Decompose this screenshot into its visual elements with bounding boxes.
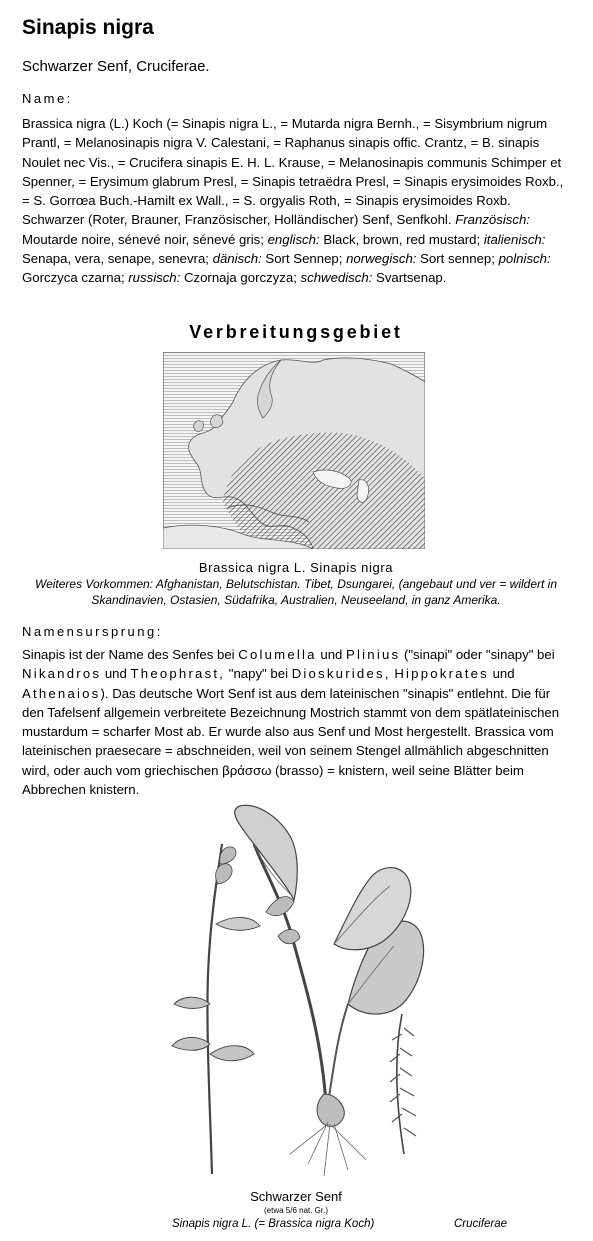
mustard-plant-drawing: [158, 804, 434, 1188]
origin-section-label: Namensursprung:: [22, 624, 163, 639]
origin-paragraph: Sinapis ist der Name des Senfes bei Columella und Plinius ("sinapi" oder "sinapy" bei Nikandros und Theophrast, "napy" bei Dioskurides, Hippokrates und Athenaios). Das deutsche Wort Senf ist aus dem lateinischen "sinapis" entlehnt. Die für den Tafelsenf allgemein verbreitete Bezeichnung Mostrich stammt von dem spätlateinischen mustardum = scharfer Most ab. Er wurde also aus Senf und Most hergestellt. Brassica vom lateinischen praesecare = abschneiden, weil von seinem Stengel allmählich abgeschnitten wird, oder auch vom griechischen βράσσω (brasso) = knistern, weil seine Blätter beim Abbrechen knistern.: [22, 647, 560, 798]
page-title: Sinapis nigra: [22, 16, 154, 39]
europe-map-illustration: [163, 352, 425, 549]
plant-illustration: [158, 804, 434, 1188]
plant-latin-name: Sinapis nigra L. (= Brassica nigra Koch): [172, 1218, 375, 1230]
name-section-label: Name:: [22, 91, 73, 106]
distribution-map: [163, 352, 425, 549]
distribution-caption: Brassica nigra L. Sinapis nigra: [198, 560, 394, 575]
distribution-note: Weiteres Vorkommen: Afghanistan, Belutschistan. Tibet, Dsungarei, (angebaut und ver = wildert in Skandinavien, Ostasien, Südafrika, Australien, Neuseeland, in ganz Amerika.: [34, 577, 558, 607]
name-paragraph: Brassica nigra (L.) Koch (= Sinapis nigra L., = Mutarda nigra Bernh., = Sisymbrium nigrum Prantl, = Melanosinapis nigra V. Calestani, = Raphanus sinapis offic. Crantz, = B. sinapis Noulet nec Vis., = Crucifera sinapis E. H. L. Krause, = Melanosinapis communis Schimper et Spenner, = Erysimum glabrum Presl, = Sinapis tetraëdra Presl, = Sinapis erysimoides Roxb., = S. Gorrœa Buch.-Hamilt ex Wall., = S. orgyalis Roth, = Sinapis erysimoides Roxb. Schwarzer (Roter, Brauner, Französischer, Holländischer) Senf, Senfkohl. Französisch: Moutarde noire, sénevé noir, sénevé gris; englisch: Black, brown, red mustard; italienisch: Senapa, vera, senape, senevra; dänisch: Sort Sennep; norwegisch: Sort sennep; polnisch: Gorczyca czarna; russisch: Czornaja gorczyza; schwedisch: Svartsenap.: [22, 116, 564, 286]
plant-family: Cruciferae: [454, 1218, 508, 1230]
page-subtitle: Schwarzer Senf, Cruciferae.: [22, 58, 210, 75]
plant-scale-note: (etwa 5/6 nat. Gr.): [263, 1206, 329, 1215]
plant-title: Schwarzer Senf: [250, 1189, 342, 1204]
distribution-title: Verbreitungsgebiet: [189, 322, 403, 342]
